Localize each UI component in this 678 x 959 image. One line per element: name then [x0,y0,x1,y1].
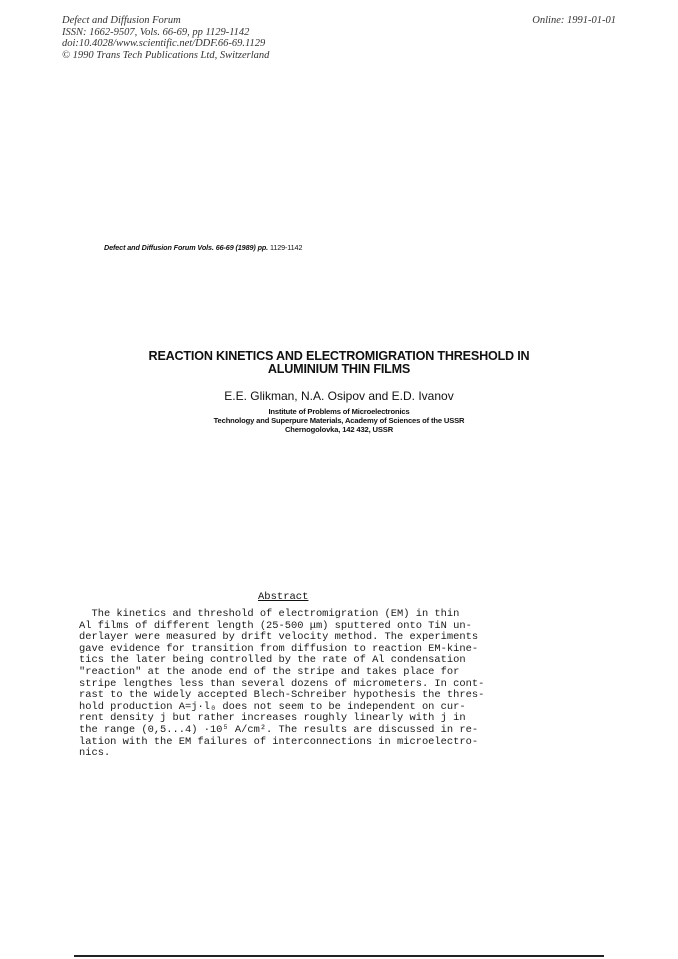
header-doi[interactable]: doi:10.4028/www.scientific.net/DDF.66-69.1129 [62,38,266,49]
abstract-heading: Abstract [258,591,309,603]
journal-reference-pages: 1129-1142 [269,243,303,252]
journal-reference [104,243,302,252]
abstract-line: The kinetics and threshold of electromigration (EM) in thin [79,608,460,620]
paper-title [0,350,678,376]
affiliation-line: Institute of Problems of Microelectronics [268,407,410,416]
header-issn: ISSN: 1662-9507, Vols. 66-69, pp 1129-1142 [62,26,250,38]
abstract-body [79,609,484,760]
title-line: ALUMINIUM THIN FILMS [267,362,411,376]
abstract-line: nics. [79,747,111,760]
abstract-line: lation with the EM failures of interconnections in microelectro- [79,735,479,748]
abstract-line: Al films of different length (25-500 μm) sputtered onto TiN un- [79,619,472,632]
paper-authors: E.E. Glikman, N.A. Osipov and E.D. Ivanov [224,389,454,403]
abstract-line: rast to the widely accepted Blech-Schreiber hypothesis the thres- [79,689,485,702]
publication-header [62,15,269,61]
header-journal: Defect and Diffusion Forum [62,15,181,26]
abstract-line: "reaction" at the anode end of the stripe and takes place for [79,665,460,678]
abstract-line: hold production A=j·l₀ does not seem to be independent on cur- [79,700,466,713]
abstract-line: tics the later being controlled by the rate of Al condensation [79,654,466,667]
affiliation-line: Chernogolovka, 142 432, USSR [284,425,394,434]
header-copyright: © 1990 Trans Tech Publications Ltd, Switzerland [62,49,270,61]
abstract-line: gave evidence for transition from diffusion to reaction EM-kine- [79,642,479,655]
abstract-line: stripe lengthes less than several dozens of micrometers. In cont- [79,677,485,690]
abstract-line: the range (0,5...4) ·10⁵ A/cm². The results are discussed in re- [79,723,479,736]
affiliation [0,407,678,434]
footer-rule [74,955,604,957]
abstract-line: derlayer were measured by drift velocity method. The experiments [79,631,479,644]
journal-reference-text: Defect and Diffusion Forum Vols. 66-69 (1989) pp. [104,243,269,252]
title-line: REACTION KINETICS AND ELECTROMIGRATION THRESHOLD IN [148,349,530,363]
online-date: Online: 1991-01-01 [532,15,616,26]
abstract-line: rent density j but rather increases roughly linearly with j in [79,712,466,725]
affiliation-line: Technology and Superpure Materials, Academy of Sciences of the USSR [213,416,465,425]
